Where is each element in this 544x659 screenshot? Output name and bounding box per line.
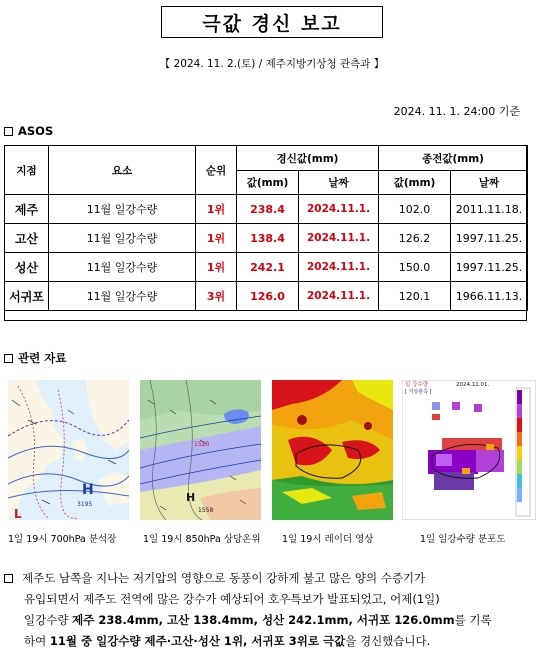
header-new-date: 날짜 [299,171,379,195]
figure-850hpa [140,380,261,520]
header-previous: 종전값(mm) [379,146,528,171]
base-time: 2024. 11. 1. 24:00 기준 [393,105,520,118]
precip-map-date: 2024.11.01. [456,382,490,388]
header-new-value: 값(mm) [237,171,299,195]
table-row: 성산 11월 일강수량 1위 242.1 2024.11.1. 150.0 1997.11.25. [5,253,528,282]
precipitation-map-image [402,380,536,520]
svg-text:H: H [186,491,196,504]
weather-map-700hpa-image [8,380,129,520]
header-old-date: 날짜 [451,171,528,195]
svg-text:1520: 1520 [194,441,210,448]
page-title: 극값 경신 보고 [161,6,383,38]
figure-row [0,380,544,520]
checkbox-square-icon [4,354,13,363]
section-related: 관련 자료 [4,350,66,366]
header-element: 요소 [49,146,196,195]
svg-text:L: L [14,507,22,520]
weather-map-850hpa-image [140,380,261,520]
table-row: 고산 11월 일강수량 1위 138.4 2024.11.1. 126.2 1997.11.25. [5,224,528,253]
svg-text:1558: 1558 [198,507,214,514]
radar-image [272,380,393,520]
figure-caption: 1일 19시 레이더 영상 [282,534,374,545]
header-rank: 순위 [196,146,237,195]
precip-map-subheader: [ 지상관측 ] [405,389,432,395]
checkbox-square-icon [4,127,13,136]
table-row: 제주 11월 일강수량 1위 238.4 2024.11.1. 102.0 2011.11.18. [5,195,528,224]
table-row: 서귀포 11월 일강수량 3위 126.0 2024.11.1. 120.1 1966.11.13. [5,282,528,311]
figure-precip-map [402,380,536,520]
report-subtitle: 【 2024. 11. 2.(토) / 제주지방기상청 관측과 】 [159,58,385,70]
header-renewed: 경신값(mm) [237,146,379,171]
figure-caption: 1일 19시 700hPa 분석장 [8,534,117,545]
figure-caption: 1일 일강수량 분포도 [420,534,506,545]
figure-radar [272,380,393,520]
precip-map-header: 일 강수량 [405,382,429,388]
svg-text:3195: 3195 [77,501,93,508]
figure-700hpa [8,380,129,520]
checkbox-square-icon [4,574,13,583]
section-asos: ASOS [4,124,53,138]
figure-caption: 1일 19시 850hPa 상당온위 [143,534,261,545]
header-old-value: 값(mm) [379,171,451,195]
record-table [4,145,528,311]
summary-paragraph: 제주도 남쪽을 지나는 저기압의 영향으로 동풍이 강하게 불고 많은 양의 수증기가 유입되면서 제주도 전역에 많은 강수가 예상되어 호우특보가 발표되었고, 어제(1일) 일강수량 제주 238.4mm, 고산 138.4mm, 성산 242.1mm, 서귀포 126.0mm를 기록 하여 11월 중 일강수량 제주·고산·성산 1위, 서귀포 3위로 극값을 경신했습니다. [4,568,532,652]
header-station: 지점 [5,146,49,195]
svg-text:H: H [82,482,94,498]
